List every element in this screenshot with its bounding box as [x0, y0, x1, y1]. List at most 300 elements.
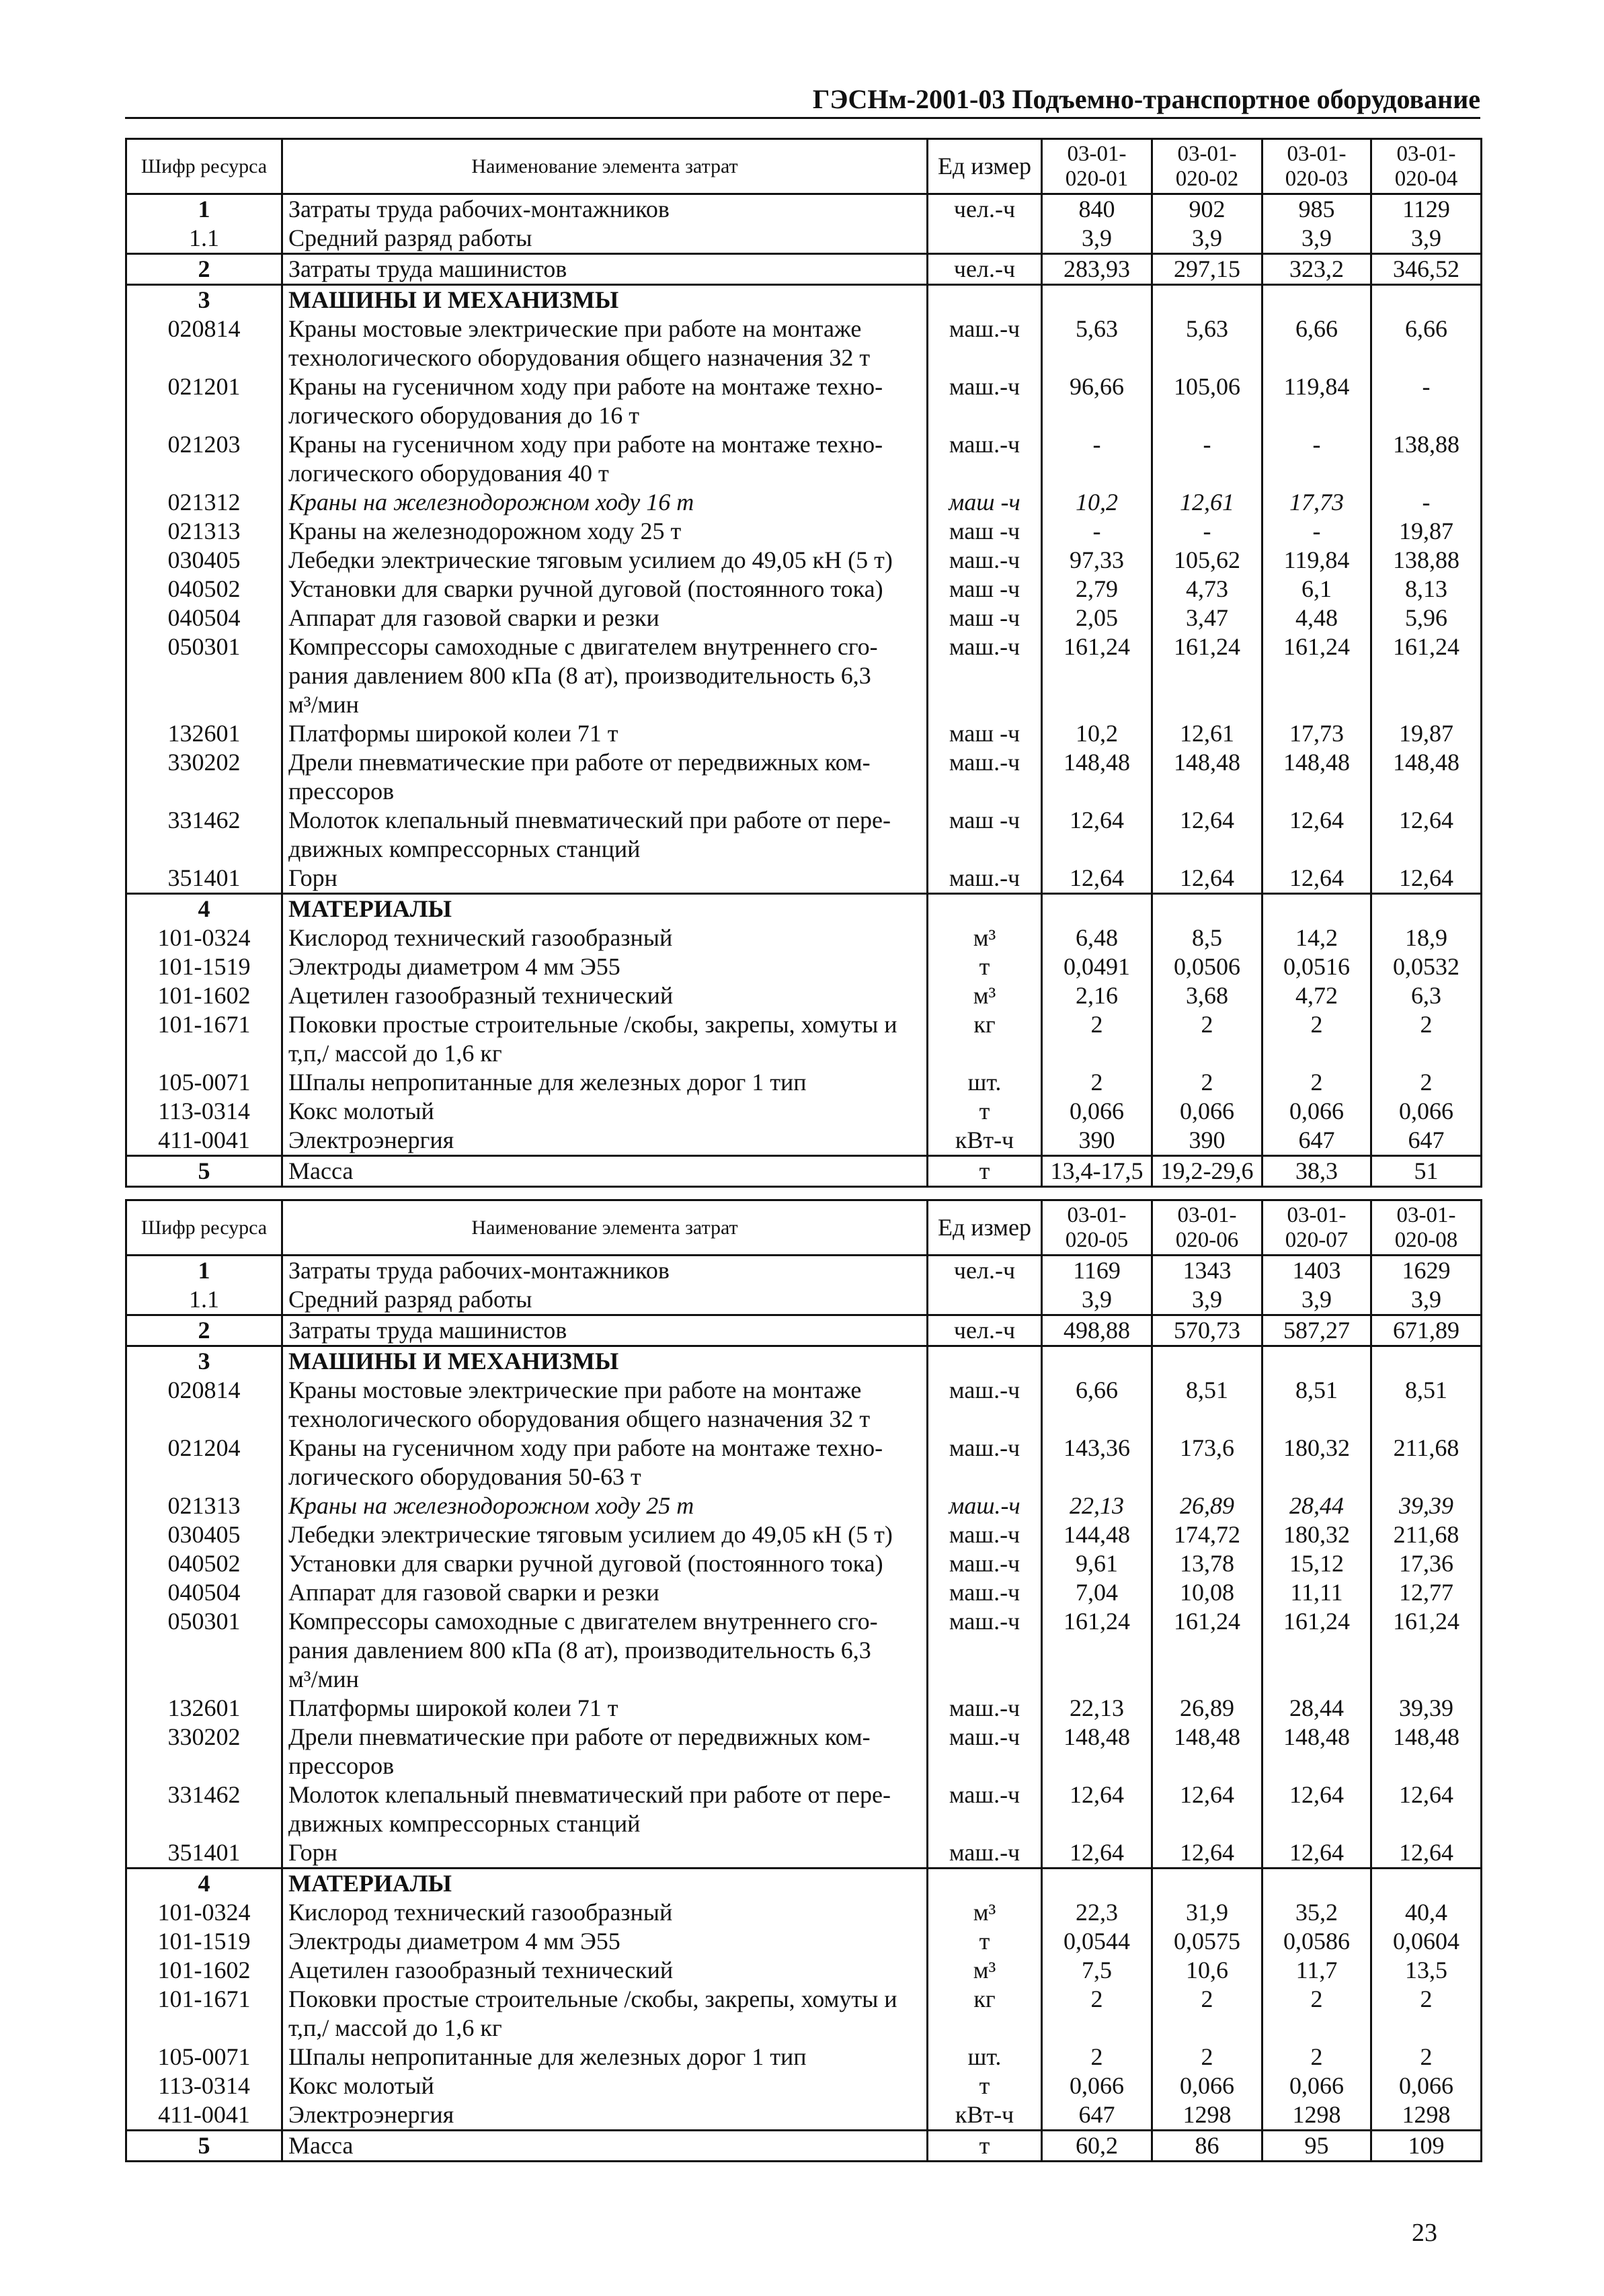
value-cell: 12,64 [1042, 806, 1152, 864]
resource-name-line: Платформы широкой колеи 71 т [288, 1694, 618, 1721]
unit [928, 1869, 1042, 1899]
unit: м³ [928, 924, 1042, 952]
resource-name-line: Кокс молотый [288, 2072, 434, 2099]
value-cell: 0,066 [1042, 1097, 1152, 1126]
table-row [126, 575, 1482, 604]
resource-code: 1 [126, 194, 282, 224]
resource-name-line: Краны на железнодорожном ходу 25 т [288, 518, 682, 544]
unit: чел.-ч [928, 254, 1042, 285]
unit: маш.-ч [928, 430, 1042, 488]
value-cell [1262, 285, 1371, 315]
resource-name-line: Затраты труда машинистов [288, 255, 567, 282]
value-cell: 5,96 [1371, 604, 1482, 632]
value-cell: 39,39 [1371, 1694, 1482, 1723]
resource-code: 101-1671 [126, 1010, 282, 1068]
resource-code: 4 [126, 1869, 282, 1899]
value-cell: 15,12 [1262, 1549, 1371, 1578]
resource-name [282, 1985, 928, 2043]
value-cell: 2 [1152, 1068, 1262, 1097]
value-cell: 8,5 [1152, 924, 1262, 952]
value-cell [1042, 285, 1152, 315]
unit: кг [928, 1985, 1042, 2043]
resource-name [282, 1285, 928, 1315]
value-cell: 109 [1371, 2131, 1482, 2162]
table-row [126, 1126, 1482, 1156]
resource-name-line: Краны мостовые электрические при работе на монтаже [288, 1377, 862, 1403]
value-cell: 22,3 [1042, 1898, 1152, 1927]
resource-name [282, 1491, 928, 1520]
value-cell: 143,36 [1042, 1434, 1152, 1491]
value-cell: 8,13 [1371, 575, 1482, 604]
value-cell: 161,24 [1262, 1607, 1371, 1694]
value-cell: 6,3 [1371, 981, 1482, 1010]
value-cell: 12,64 [1371, 806, 1482, 864]
unit: маш.-ч [928, 1780, 1042, 1838]
resource-code: 030405 [126, 1520, 282, 1549]
unit: т [928, 2131, 1042, 2162]
value-cell: 0,0575 [1152, 1927, 1262, 1956]
value-cell: 17,73 [1262, 488, 1371, 517]
section-title [282, 1869, 928, 1899]
value-cell: 3,9 [1371, 1285, 1482, 1315]
value-cell: 18,9 [1371, 924, 1482, 952]
value-cell: - [1262, 517, 1371, 546]
resource-code: 101-1519 [126, 952, 282, 981]
value-cell [1152, 1346, 1262, 1377]
resource-name [282, 952, 928, 981]
table-row [126, 517, 1482, 546]
header-col-3: 03-01-020-03 [1262, 139, 1371, 194]
unit: т [928, 952, 1042, 981]
resource-name-line: т,п,/ массой до 1,6 кг [288, 1040, 502, 1067]
table-row [126, 1607, 1482, 1694]
value-cell: 3,47 [1152, 604, 1262, 632]
resource-name-line: Лебедки электрические тяговым усилием до 49,05 кН (5 т) [288, 1521, 893, 1548]
resource-name [282, 2072, 928, 2100]
resource-name-line: технологического оборудования общего назначения 32 т [288, 1405, 871, 1432]
resource-code: 040502 [126, 1549, 282, 1578]
resource-name [282, 1376, 928, 1434]
unit: маш.-ч [928, 748, 1042, 806]
resource-name-line: Компрессоры самоходные с двигателем внутреннего сго- [288, 633, 878, 660]
value-cell: 8,51 [1152, 1376, 1262, 1434]
resource-name [282, 1723, 928, 1780]
table-row [126, 1578, 1482, 1607]
resource-code: 020814 [126, 315, 282, 372]
value-cell: 6,66 [1262, 315, 1371, 372]
value-cell: 2 [1152, 1985, 1262, 2043]
resource-name-line: Аппарат для газовой сварки и резки [288, 604, 659, 631]
value-cell: 2 [1042, 2043, 1152, 2072]
value-cell: 2 [1262, 2043, 1371, 2072]
value-cell: 0,0506 [1152, 952, 1262, 981]
resource-name [282, 1549, 928, 1578]
value-cell: 2 [1042, 1985, 1152, 2043]
unit: маш -ч [928, 517, 1042, 546]
resource-code: 040504 [126, 604, 282, 632]
header-col-2: 03-01-020-02 [1152, 139, 1262, 194]
table-row [126, 864, 1482, 894]
table-row [126, 719, 1482, 748]
resource-name-line: Затраты труда рабочих-монтажников [288, 196, 670, 222]
unit: маш -ч [928, 604, 1042, 632]
table-row [126, 1434, 1482, 1491]
value-cell: 12,61 [1152, 719, 1262, 748]
resource-name [282, 2100, 928, 2131]
resource-name [282, 1434, 928, 1491]
value-cell: 211,68 [1371, 1434, 1482, 1491]
unit: маш.-ч [928, 372, 1042, 430]
value-cell: 0,066 [1262, 1097, 1371, 1126]
value-cell [1262, 1346, 1371, 1377]
value-cell: 19,87 [1371, 719, 1482, 748]
resource-table-1 [125, 138, 1482, 1188]
unit: м³ [928, 1956, 1042, 1985]
resource-name-line: Кокс молотый [288, 1098, 434, 1124]
value-cell: - [1371, 372, 1482, 430]
table-row [126, 632, 1482, 719]
table-row [126, 1520, 1482, 1549]
unit [928, 224, 1042, 254]
value-cell: 1298 [1152, 2100, 1262, 2131]
unit: маш.-ч [928, 315, 1042, 372]
resource-name-line: Дрели пневматические при работе от передвижных ком- [288, 1723, 871, 1750]
resource-code: 330202 [126, 1723, 282, 1780]
value-cell: - [1152, 430, 1262, 488]
value-cell: 148,48 [1371, 1723, 1482, 1780]
resource-code: 1 [126, 1256, 282, 1286]
resource-name [282, 194, 928, 224]
value-cell: 5,63 [1152, 315, 1262, 372]
resource-name-line: Средний разряд работы [288, 224, 532, 251]
value-cell: 4,48 [1262, 604, 1371, 632]
value-cell: 19,2-29,6 [1152, 1156, 1262, 1187]
table-row [126, 1491, 1482, 1520]
value-cell: 283,93 [1042, 254, 1152, 285]
resource-name-line: м³/мин [288, 691, 359, 718]
page-header-title: ГЭСНм-2001-03 Подъемно-транспортное оборудование [812, 84, 1480, 114]
unit: маш.-ч [928, 1838, 1042, 1869]
section-row [126, 285, 1482, 315]
table-row [126, 1780, 1482, 1838]
value-cell: 840 [1042, 194, 1152, 224]
resource-name-line: Платформы широкой колеи 71 т [288, 720, 618, 747]
unit: шт. [928, 1068, 1042, 1097]
value-cell: 161,24 [1042, 1607, 1152, 1694]
resource-name [282, 632, 928, 719]
table-row [126, 224, 1482, 254]
value-cell: 6,1 [1262, 575, 1371, 604]
unit [928, 285, 1042, 315]
table-row [126, 748, 1482, 806]
value-cell: 105,06 [1152, 372, 1262, 430]
value-cell: 4,72 [1262, 981, 1371, 1010]
value-cell: 7,04 [1042, 1578, 1152, 1607]
resource-name-line: Масса [288, 1157, 354, 1184]
value-cell: 0,066 [1152, 1097, 1262, 1126]
value-cell: 671,89 [1371, 1315, 1482, 1346]
value-cell [1371, 285, 1482, 315]
value-cell [1042, 894, 1152, 924]
resource-name-line: логического оборудования 50-63 т [288, 1463, 641, 1490]
resource-code: 040502 [126, 575, 282, 604]
value-cell: 0,066 [1262, 2072, 1371, 2100]
resource-code: 132601 [126, 719, 282, 748]
table-row [126, 1985, 1482, 2043]
resource-name-line: Горн [288, 864, 337, 891]
resource-name [282, 719, 928, 748]
resource-code: 2 [126, 1315, 282, 1346]
table-row [126, 1097, 1482, 1126]
value-cell: 105,62 [1152, 546, 1262, 575]
value-cell: 3,9 [1042, 224, 1152, 254]
value-cell: 31,9 [1152, 1898, 1262, 1927]
value-cell: 14,2 [1262, 924, 1371, 952]
resource-name-line: Электроэнергия [288, 1126, 454, 1153]
resource-name-line: Шпалы непропитанные для железных дорог 1 тип [288, 1069, 807, 1096]
unit: маш.-ч [928, 864, 1042, 894]
value-cell: 13,78 [1152, 1549, 1262, 1578]
resource-name [282, 924, 928, 952]
resource-name [282, 604, 928, 632]
value-cell: 7,5 [1042, 1956, 1152, 1985]
resource-name-line: Поковки простые строительные /скобы, закрепы, хомуты и [288, 1985, 897, 2012]
value-cell: 0,066 [1152, 2072, 1262, 2100]
value-cell: 12,64 [1152, 1780, 1262, 1838]
resource-code: 021312 [126, 488, 282, 517]
unit: м³ [928, 981, 1042, 1010]
section-row [126, 1346, 1482, 1377]
unit: маш.-ч [928, 1434, 1042, 1491]
value-cell: 0,0516 [1262, 952, 1371, 981]
value-cell [1152, 285, 1262, 315]
value-cell: 11,11 [1262, 1578, 1371, 1607]
value-cell: 86 [1152, 2131, 1262, 2162]
header-col-4: 03-01-020-08 [1371, 1200, 1482, 1256]
value-cell: 5,63 [1042, 315, 1152, 372]
resource-name [282, 1126, 928, 1156]
value-cell: 26,89 [1152, 1694, 1262, 1723]
value-cell: 148,48 [1042, 748, 1152, 806]
value-cell: 12,64 [1042, 1780, 1152, 1838]
table-row [126, 2131, 1482, 2162]
resource-name-line: Ацетилен газообразный технический [288, 1957, 674, 1983]
value-cell: 12,64 [1042, 864, 1152, 894]
resource-name-line: Краны на гусеничном ходу при работе на монтаже техно- [288, 431, 883, 458]
value-cell: 2 [1152, 2043, 1262, 2072]
value-cell: 51 [1371, 1156, 1482, 1187]
resource-code: 351401 [126, 1838, 282, 1869]
value-cell: 2 [1152, 1010, 1262, 1068]
unit: маш.-ч [928, 546, 1042, 575]
value-cell: 174,72 [1152, 1520, 1262, 1549]
value-cell: 12,64 [1152, 1838, 1262, 1869]
section-title [282, 894, 928, 924]
value-cell: 180,32 [1262, 1434, 1371, 1491]
resource-name-line: МАТЕРИАЛЫ [288, 1870, 452, 1897]
resource-name [282, 1520, 928, 1549]
value-cell: 2 [1262, 1068, 1371, 1097]
unit: т [928, 1156, 1042, 1187]
resource-name [282, 315, 928, 372]
value-cell: 570,73 [1152, 1315, 1262, 1346]
unit: маш -ч [928, 575, 1042, 604]
value-cell: 97,33 [1042, 546, 1152, 575]
value-cell: - [1152, 517, 1262, 546]
resource-name-line: Молоток клепальный пневматический при работе от пере- [288, 807, 891, 833]
value-cell: 60,2 [1042, 2131, 1152, 2162]
resource-name [282, 981, 928, 1010]
resource-name-line: рания давлением 800 кПа (8 ат), производительность 6,3 [288, 1637, 871, 1664]
table-row [126, 1156, 1482, 1187]
resource-name-line: Краны на гусеничном ходу при работе на монтаже техно- [288, 373, 883, 400]
resource-name [282, 1097, 928, 1126]
value-cell: 12,64 [1152, 864, 1262, 894]
resource-code: 331462 [126, 806, 282, 864]
value-cell: 12,64 [1042, 1838, 1152, 1869]
value-cell: 647 [1042, 2100, 1152, 2131]
resource-name-line: Установки для сварки ручной дуговой (постоянного тока) [288, 575, 883, 602]
resource-code: 101-1519 [126, 1927, 282, 1956]
resource-name-line: логического оборудования 40 т [288, 460, 609, 487]
value-cell: 39,39 [1371, 1491, 1482, 1520]
resource-code: 101-0324 [126, 924, 282, 952]
header-name: Наименование элемента затрат [282, 1200, 928, 1256]
value-cell: 3,9 [1262, 224, 1371, 254]
value-cell: 647 [1262, 1126, 1371, 1156]
table-row [126, 1010, 1482, 1068]
value-cell: 0,0586 [1262, 1927, 1371, 1956]
resource-code: 5 [126, 1156, 282, 1187]
resource-name-line: Кислород технический газообразный [288, 1899, 673, 1926]
value-cell: 3,9 [1042, 1285, 1152, 1315]
resource-code: 040504 [126, 1578, 282, 1607]
resource-name-line: МАШИНЫ И МЕХАНИЗМЫ [288, 286, 619, 313]
resource-name-line: МАШИНЫ И МЕХАНИЗМЫ [288, 1348, 619, 1375]
resource-name-line: Молоток клепальный пневматический при работе от пере- [288, 1781, 891, 1808]
value-cell: 1169 [1042, 1256, 1152, 1286]
table-row [126, 2100, 1482, 2131]
resource-name [282, 254, 928, 285]
resource-name [282, 575, 928, 604]
table-row [126, 194, 1482, 224]
resource-code: 330202 [126, 748, 282, 806]
resource-name-line: Затраты труда машинистов [288, 1317, 567, 1344]
value-cell: 17,73 [1262, 719, 1371, 748]
section-row [126, 1869, 1482, 1899]
resource-code: 050301 [126, 632, 282, 719]
resource-code: 021201 [126, 372, 282, 430]
table-body [126, 194, 1482, 1187]
resource-name-line: Краны на железнодорожном ходу 16 т [288, 489, 694, 516]
value-cell: 173,6 [1152, 1434, 1262, 1491]
value-cell: 144,48 [1042, 1520, 1152, 1549]
resource-name-line: рания давлением 800 кПа (8 ат), производительность 6,3 [288, 662, 871, 689]
unit: т [928, 2072, 1042, 2100]
value-cell: 10,2 [1042, 488, 1152, 517]
unit: кг [928, 1010, 1042, 1068]
resource-name [282, 1578, 928, 1607]
resource-name [282, 864, 928, 894]
value-cell: 148,48 [1262, 1723, 1371, 1780]
resource-name [282, 546, 928, 575]
resource-name-line: прессоров [288, 778, 395, 805]
resource-code: 1.1 [126, 1285, 282, 1315]
value-cell [1042, 1346, 1152, 1377]
resource-name [282, 1780, 928, 1838]
value-cell [1371, 1346, 1482, 1377]
resource-code: 020814 [126, 1376, 282, 1434]
value-cell: 3,9 [1152, 224, 1262, 254]
unit [928, 1346, 1042, 1377]
resource-code: 101-1602 [126, 981, 282, 1010]
table-row [126, 315, 1482, 372]
value-cell: 138,88 [1371, 430, 1482, 488]
table-row [126, 254, 1482, 285]
resource-name-line: Краны мостовые электрические при работе на монтаже [288, 315, 862, 342]
header-col-4: 03-01-020-04 [1371, 139, 1482, 194]
resource-code: 1.1 [126, 224, 282, 254]
value-cell: 10,6 [1152, 1956, 1262, 1985]
value-cell [1042, 1869, 1152, 1899]
value-cell: 26,89 [1152, 1491, 1262, 1520]
value-cell: 985 [1262, 194, 1371, 224]
value-cell: - [1042, 517, 1152, 546]
unit: т [928, 1927, 1042, 1956]
table-row [126, 1838, 1482, 1869]
resource-name [282, 1315, 928, 1346]
resource-name-line: Компрессоры самоходные с двигателем внутреннего сго- [288, 1608, 878, 1635]
resource-code: 101-1671 [126, 1985, 282, 2043]
resource-code: 331462 [126, 1780, 282, 1838]
resource-name-line: Лебедки электрические тяговым усилием до 49,05 кН (5 т) [288, 546, 893, 573]
resource-name [282, 224, 928, 254]
value-cell [1152, 1869, 1262, 1899]
value-cell: 148,48 [1371, 748, 1482, 806]
resource-code: 021313 [126, 1491, 282, 1520]
table-body [126, 1256, 1482, 2162]
value-cell: - [1042, 430, 1152, 488]
resource-name [282, 1256, 928, 1286]
unit [928, 894, 1042, 924]
resource-name-line: логического оборудования до 16 т [288, 402, 640, 429]
table-row [126, 1068, 1482, 1097]
resource-code: 113-0314 [126, 1097, 282, 1126]
value-cell: 498,88 [1042, 1315, 1152, 1346]
value-cell: 0,066 [1371, 1097, 1482, 1126]
resource-name [282, 430, 928, 488]
value-cell: 11,7 [1262, 1956, 1371, 1985]
table-row [126, 372, 1482, 430]
value-cell: - [1371, 488, 1482, 517]
value-cell: 38,3 [1262, 1156, 1371, 1187]
section-row [126, 894, 1482, 924]
unit: маш -ч [928, 719, 1042, 748]
unit: маш.-ч [928, 1607, 1042, 1694]
header-col-1: 03-01-020-05 [1042, 1200, 1152, 1256]
resource-name [282, 517, 928, 546]
resource-code: 4 [126, 894, 282, 924]
resource-name-line: Кислород технический газообразный [288, 924, 673, 951]
value-cell: 902 [1152, 194, 1262, 224]
resource-name-line: Электроды диаметром 4 мм Э55 [288, 1928, 620, 1955]
value-cell: 12,64 [1262, 864, 1371, 894]
value-cell: 3,68 [1152, 981, 1262, 1010]
unit: маш.-ч [928, 1578, 1042, 1607]
resource-code: 411-0041 [126, 1126, 282, 1156]
value-cell: 10,2 [1042, 719, 1152, 748]
resource-name [282, 2131, 928, 2162]
